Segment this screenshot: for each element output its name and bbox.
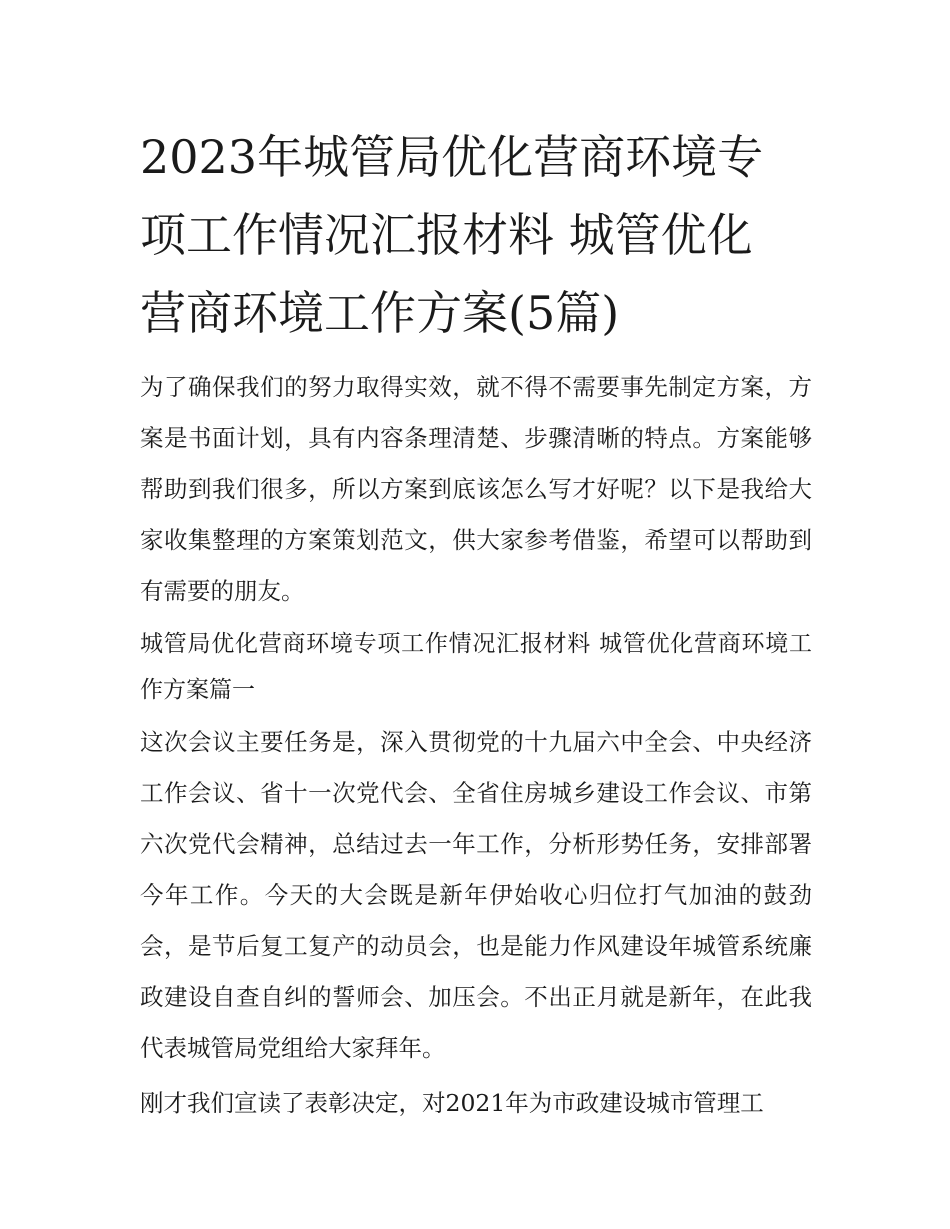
title-line-1: 2023年城管局优化营商环境专 bbox=[140, 130, 764, 184]
section-heading: 城管局优化营商环境专项工作情况汇报材料 城管优化营商环境工作方案篇一 bbox=[140, 631, 812, 703]
document-page bbox=[140, 118, 812, 1129]
intro-paragraph: 为了确保我们的努力取得实效，就不得不需要事先制定方案，方案是书面计划，具有内容条理清楚、步骤清晰的特点。方案能够帮助到我们很多，所以方案到底该怎么写才好呢？以下是我给大家收集整理的方案策划范文，供大家参考借鉴，希望可以帮助到有需要的朋友。 bbox=[140, 373, 812, 605]
body-paragraph-1: 这次会议主要任务是，深入贯彻党的十九届六中全会、中央经济工作会议、省十一次党代会、全省住房城乡建设工作会议、市第六次党代会精神，总结过去一年工作，分析形势任务，安排部署今年工作。今天的大会既是新年伊始收心归位打气加油的鼓劲会，是节后复工复产的动员会，也是能力作风建设年城管系统廉政建设自查自纠的誓师会、加压会。不出正月就是新年，在此我代表城管局党组给大家拜年。 bbox=[140, 728, 812, 1062]
body-paragraph-2: 刚才我们宣读了表彰决定，对2021年为市政建设城市管理工 bbox=[140, 1089, 764, 1117]
title-line-3: 营商环境工作方案(5篇) bbox=[140, 286, 620, 340]
document-title bbox=[140, 118, 812, 352]
title-line-2: 项工作情况汇报材料 城管优化 bbox=[140, 208, 753, 262]
